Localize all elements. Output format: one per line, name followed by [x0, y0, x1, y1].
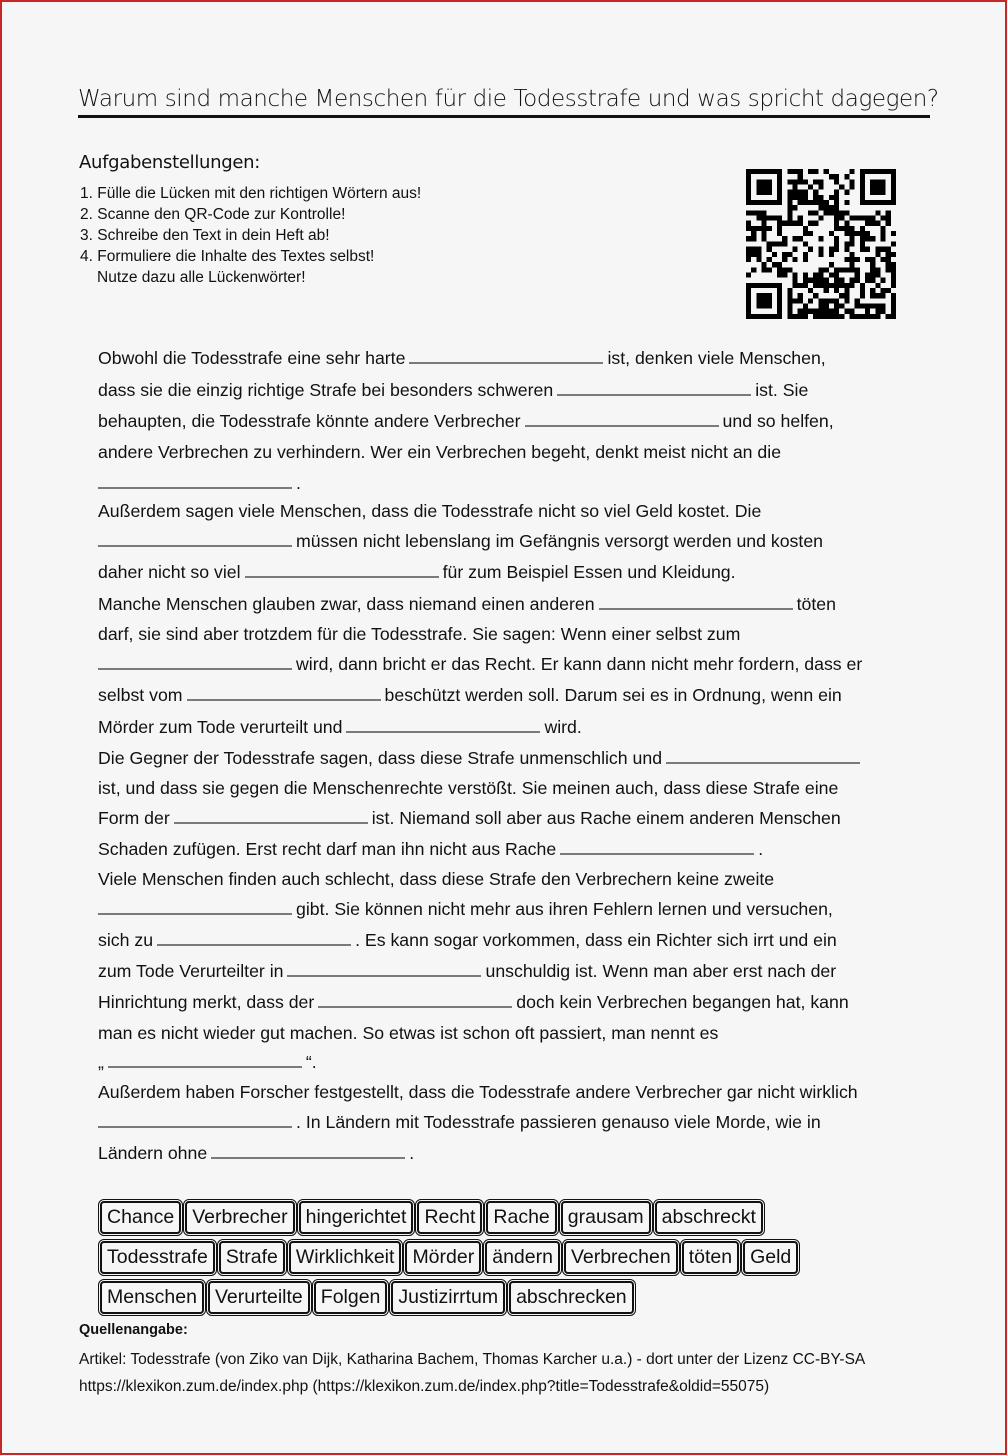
- qr-code-icon[interactable]: [746, 168, 896, 320]
- blank-field[interactable]: [287, 959, 481, 977]
- sources: [79, 1322, 979, 1400]
- word-chip[interactable]: Verbrecher: [185, 1201, 294, 1234]
- cloze-line: [98, 806, 841, 829]
- cloze-text-segment: darf, sie sind aber trotzdem für die Todesstrafe. Sie sagen: Wenn einer selbst zum: [98, 624, 741, 644]
- cloze-text-segment: behaupten, die Todesstrafe könnte andere Verbrecher: [98, 411, 521, 431]
- cloze-line: [98, 928, 837, 951]
- blank-field[interactable]: [318, 990, 512, 1008]
- cloze-line: [98, 346, 826, 369]
- cloze-line: [98, 652, 862, 675]
- cloze-line: [98, 1081, 858, 1103]
- cloze-text-segment: man es nicht wieder gut machen. So etwas ist schon oft passiert, man nennt es: [98, 1023, 719, 1043]
- word-chip[interactable]: Strafe: [219, 1241, 285, 1274]
- cloze-text-segment: .: [409, 1143, 415, 1163]
- task-list: [80, 183, 421, 288]
- cloze-text-segment: „: [98, 1052, 104, 1072]
- word-chip[interactable]: Recht: [417, 1201, 482, 1234]
- blank-field[interactable]: [98, 897, 292, 915]
- word-chip[interactable]: grausam: [561, 1201, 651, 1234]
- word-bank-row: [100, 1241, 802, 1274]
- cloze-line: [98, 990, 849, 1013]
- word-chip[interactable]: töten: [682, 1241, 739, 1274]
- cloze-text-segment: unschuldig ist. Wenn man aber erst nach der: [485, 961, 837, 981]
- blank-field[interactable]: [98, 652, 292, 670]
- cloze-line: [98, 409, 834, 432]
- cloze-text-segment: Schaden zufügen. Erst recht darf man ihn nicht aus Rache: [98, 839, 557, 859]
- word-chip[interactable]: Wirklichkeit: [289, 1241, 402, 1274]
- cloze-text-segment: doch kein Verbrechen begangen hat, kann: [516, 992, 849, 1012]
- word-chip[interactable]: Chance: [100, 1201, 181, 1234]
- blank-field[interactable]: [108, 1050, 302, 1068]
- cloze-line: [98, 1050, 317, 1073]
- cloze-text-segment: wird, dann bricht er das Recht. Er kann dann nicht mehr fordern, dass er: [296, 654, 863, 674]
- cloze-line: [98, 378, 808, 401]
- cloze-line: [98, 500, 761, 522]
- blank-field[interactable]: [211, 1141, 405, 1159]
- cloze-text-segment: Obwohl die Todesstrafe eine sehr harte: [98, 348, 406, 368]
- cloze-line: [98, 868, 774, 890]
- sources-heading: Quellenangabe:: [79, 1322, 188, 1338]
- cloze-text-segment: Manche Menschen glauben zwar, dass niemand einen anderen: [98, 594, 595, 614]
- blank-field[interactable]: [557, 378, 751, 396]
- blank-field[interactable]: [666, 746, 860, 764]
- cloze-text-segment: “.: [305, 1052, 317, 1072]
- cloze-text-segment: zum Tode Verurteilter in: [98, 961, 284, 981]
- blank-field[interactable]: [599, 592, 793, 610]
- word-chip[interactable]: abschrecken: [509, 1281, 634, 1314]
- blank-field[interactable]: [525, 409, 719, 427]
- tasks-heading: Aufgabenstellungen:: [79, 152, 261, 173]
- word-chip[interactable]: Verurteilte: [208, 1281, 310, 1314]
- task-item: 4. Formuliere die Inhalte des Textes selbst!: [80, 248, 375, 265]
- task-item: 1. Fülle die Lücken mit den richtigen Wörtern aus!: [80, 185, 422, 202]
- cloze-text-segment: .: [296, 473, 301, 493]
- cloze-line: [98, 560, 736, 583]
- cloze-text-segment: Viele Menschen finden auch schlecht, dass diese Strafe den Verbrechern keine zweite: [98, 869, 775, 889]
- word-chip[interactable]: hingerichtet: [299, 1201, 414, 1234]
- cloze-line: [98, 529, 823, 552]
- word-chip[interactable]: Todesstrafe: [100, 1241, 215, 1274]
- word-chip[interactable]: Justizirrtum: [391, 1281, 505, 1314]
- word-bank-row: [100, 1281, 638, 1314]
- cloze-text-segment: Hinrichtung merkt, dass der: [98, 992, 315, 1012]
- cloze-text-segment: Form der: [98, 808, 170, 828]
- cloze-text-segment: müssen nicht lebenslang im Gefängnis versorgt werden und kosten: [296, 531, 823, 551]
- word-chip[interactable]: Rache: [486, 1201, 556, 1234]
- word-chip[interactable]: Folgen: [314, 1281, 388, 1314]
- blank-field[interactable]: [409, 346, 603, 364]
- cloze-text-segment: töten: [796, 594, 836, 614]
- cloze-line: [98, 837, 763, 860]
- page-title: Warum sind manche Menschen für die Todesstrafe und was spricht dagegen?: [78, 86, 930, 118]
- sources-url: https://klexikon.zum.de/index.php (https://klexikon.zum.de/index.php?title=Todesstrafe&oldid=55075): [79, 1378, 770, 1395]
- word-chip[interactable]: abschreckt: [655, 1201, 763, 1234]
- cloze-line: [98, 897, 833, 920]
- cloze-text-segment: dass sie die einzig richtige Strafe bei besonders schweren: [98, 380, 554, 400]
- word-chip[interactable]: Verbrechen: [564, 1241, 678, 1274]
- cloze-text-segment: sich zu: [98, 930, 154, 950]
- cloze-line: [98, 683, 842, 706]
- cloze-line: [98, 959, 836, 982]
- cloze-text-segment: beschützt werden soll. Darum sei es in Ordnung, wenn ein: [384, 685, 842, 705]
- cloze-text-segment: ist. Sie: [755, 380, 809, 400]
- cloze-line: [98, 715, 582, 738]
- cloze-text-segment: für zum Beispiel Essen und Kleidung.: [442, 562, 736, 582]
- blank-field[interactable]: [560, 837, 754, 855]
- blank-field[interactable]: [157, 928, 351, 946]
- cloze-text-segment: andere Verbrechen zu verhindern. Wer ein Verbrechen begeht, denkt meist nicht an die: [98, 442, 782, 462]
- cloze-text-segment: .: [758, 839, 764, 859]
- cloze-text-segment: gibt. Sie können nicht mehr aus ihren Fehlern lernen und versuchen,: [296, 899, 833, 919]
- blank-field[interactable]: [346, 715, 540, 733]
- word-chip[interactable]: Mörder: [405, 1241, 481, 1274]
- cloze-text-segment: Außerdem haben Forscher festgestellt, dass die Todesstrafe andere Verbrecher gar nicht wirklich: [98, 1082, 858, 1102]
- cloze-line: [98, 623, 740, 645]
- cloze-text-segment: Außerdem sagen viele Menschen, dass die Todesstrafe nicht so viel Geld kostet. Die: [98, 501, 762, 521]
- cloze-text-segment: daher nicht so viel: [98, 562, 241, 582]
- cloze-line: [98, 746, 864, 769]
- blank-field[interactable]: [245, 560, 439, 578]
- cloze-line: [98, 1022, 718, 1044]
- blank-field[interactable]: [98, 471, 292, 489]
- sources-article: Artikel: Todesstrafe (von Ziko van Dijk, Katharina Bachem, Thomas Karcher u.a.) - dort unter der Lizenz CC-BY-SA: [79, 1351, 866, 1368]
- blank-field[interactable]: [98, 1110, 292, 1128]
- cloze-line: [98, 1110, 821, 1133]
- cloze-text-segment: ist, und dass sie gegen die Menschenrechte verstößt. Sie meinen auch, dass diese Strafe eine: [98, 778, 839, 798]
- word-chip[interactable]: Menschen: [100, 1281, 204, 1314]
- cloze-line: [98, 777, 838, 799]
- cloze-text-segment: ist. Niemand soll aber aus Rache einem anderen Menschen: [371, 808, 841, 828]
- word-bank-row: [100, 1201, 767, 1234]
- cloze-text-segment: Mörder zum Tode verurteilt und: [98, 717, 343, 737]
- blank-field[interactable]: [174, 806, 368, 824]
- cloze-text-segment: . Es kann sogar vorkommen, dass ein Richter sich irrt und ein: [355, 930, 837, 950]
- task-item: Nutze dazu alle Lückenwörter!: [97, 269, 306, 286]
- cloze-text-segment: wird.: [544, 717, 582, 737]
- blank-field[interactable]: [98, 529, 292, 547]
- cloze-text-segment: Ländern ohne: [98, 1143, 208, 1163]
- task-item: 3. Schreibe den Text in dein Heft ab!: [80, 227, 330, 244]
- word-chip[interactable]: ändern: [485, 1241, 560, 1274]
- cloze-line: [98, 1141, 414, 1164]
- cloze-line: [98, 441, 781, 463]
- cloze-text-segment: und so helfen,: [722, 411, 834, 431]
- cloze-line: [98, 471, 301, 494]
- blank-field[interactable]: [187, 683, 381, 701]
- cloze-text-segment: Die Gegner der Todesstrafe sagen, dass diese Strafe unmenschlich und: [98, 748, 663, 768]
- cloze-text-segment: ist, denken viele Menschen,: [607, 348, 826, 368]
- cloze-line: [98, 592, 836, 615]
- cloze-text-segment: . In Ländern mit Todesstrafe passieren genauso viele Morde, wie in: [296, 1112, 821, 1132]
- task-item: 2. Scanne den QR-Code zur Kontrolle!: [80, 206, 346, 223]
- cloze-text-segment: selbst vom: [98, 685, 183, 705]
- word-chip[interactable]: Geld: [743, 1241, 798, 1274]
